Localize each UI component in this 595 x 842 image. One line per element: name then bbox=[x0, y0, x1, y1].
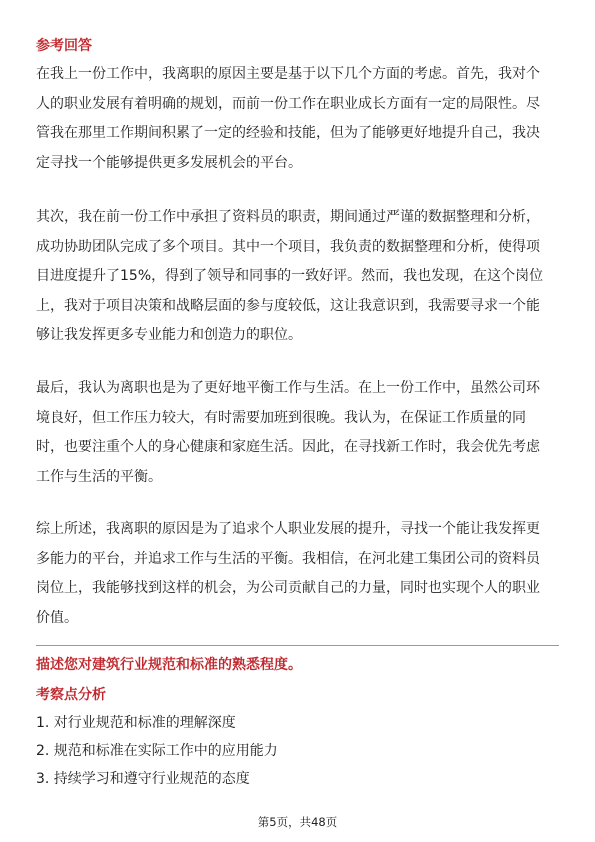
answer-paragraph-1 bbox=[36, 60, 560, 178]
analysis-point-3: 3. 持续学习和遵守行业规范的态度 bbox=[36, 771, 250, 787]
paragraph-line: 工作与生活的平衡。 bbox=[36, 468, 162, 485]
paragraph-line: 时，也要注重个人的身心健康和家庭生活。因此，在寻找新工作时，我会优先考虑 bbox=[36, 439, 540, 455]
paragraph-line: 岗位上，我能够找到这样的机会，为公司贡献自己的力量，同时也实现个人的职业 bbox=[36, 580, 540, 596]
analysis-point-1: 1. 对行业规范和标准的理解深度 bbox=[36, 715, 236, 731]
answer-paragraph-2 bbox=[36, 203, 560, 351]
paragraph-line: 成功协助团队完成了多个项目。其中一个项目，我负责的数据整理和分析，使得项 bbox=[36, 238, 540, 255]
question-title: 描述您对建筑行业规范和标准的熟悉程度。 bbox=[36, 657, 302, 673]
paragraph-line: 目进度提升了15%，得到了领导和同事的一致好评。然而，我也发现，在这个岗位 bbox=[36, 268, 544, 284]
answer-paragraph-3 bbox=[36, 374, 560, 492]
paragraph-line: 人的职业发展有着明确的规划，而前一份工作在职业成长方面有一定的局限性。尽 bbox=[36, 95, 540, 112]
paragraph-line: 上，我对于项目决策和战略层面的参与度较低，这让我意识到，我需要寻求一个能 bbox=[36, 297, 540, 314]
paragraph-line: 管我在那里工作期间积累了一定的经验和技能，但为了能够更好地提升自己，我决 bbox=[36, 125, 540, 141]
answer-heading: 参考回答 bbox=[36, 38, 92, 54]
paragraph-line: 多能力的平台，并追求工作与生活的平衡。我相信，在河北建工集团公司的资料员 bbox=[36, 550, 540, 567]
analysis-point-2: 2. 规范和标准在实际工作中的应用能力 bbox=[36, 743, 278, 759]
answer-paragraph-4 bbox=[36, 515, 560, 633]
paragraph-line: 其次，我在前一份工作中承担了资料员的职责，期间通过严谨的数据整理和分析， bbox=[36, 209, 540, 225]
paragraph-line: 境良好，但工作压力较大，有时需要加班到很晚。我认为，在保证工作质量的同 bbox=[36, 409, 526, 426]
paragraph-line: 在我上一份工作中，我离职的原因主要是基于以下几个方面的考虑。首先，我对个 bbox=[36, 66, 540, 82]
section-divider bbox=[36, 645, 559, 646]
paragraph-line: 定寻找一个能够提供更多发展机会的平台。 bbox=[36, 154, 302, 171]
paragraph-line: 最后，我认为离职也是为了更好地平衡工作与生活。在上一份工作中，虽然公司环 bbox=[36, 380, 540, 396]
paragraph-line: 够让我发挥更多专业能力和创造力的职位。 bbox=[36, 327, 302, 343]
page-number: 第5页，共48页 bbox=[257, 815, 338, 829]
analysis-heading: 考察点分析 bbox=[36, 687, 106, 703]
paragraph-line: 价值。 bbox=[36, 609, 78, 626]
paragraph-line: 综上所述，我离职的原因是为了追求个人职业发展的提升，寻找一个能让我发挥更 bbox=[36, 521, 540, 537]
